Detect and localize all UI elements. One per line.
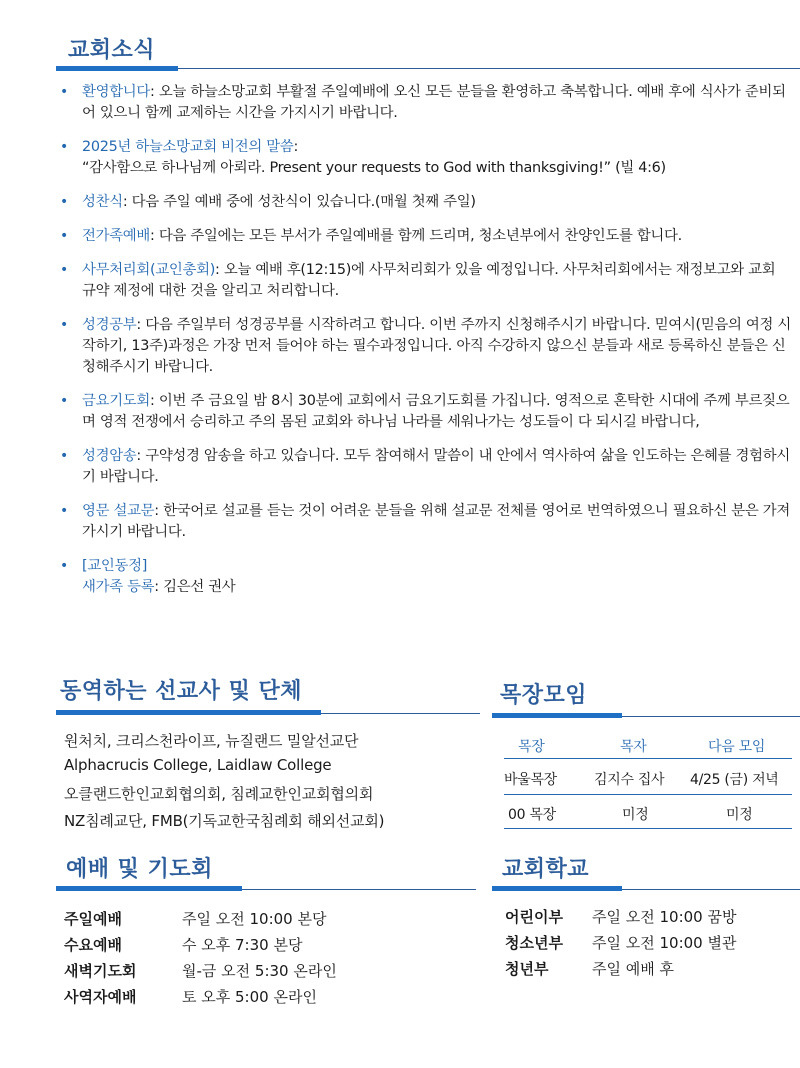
school-title-accent (492, 886, 622, 891)
news-label: 2025년 하늘소망교회 비전의 말씀 (82, 139, 294, 155)
news-item (56, 82, 792, 124)
bullet-icon: • (60, 262, 68, 278)
school-name: 청년부 (505, 960, 549, 978)
news-text: : 이번 주 금요일 밤 8시 30분에 교회에서 금요기도회를 가집니다. 영적으로 혼탁한 시대에 주께 부르짖으며 영적 전쟁에서 승리하고 주의 몸된 교회와 하나님 나라를 세워나가는 성도들이 다 되시길 바랍니다, (82, 393, 790, 430)
news-item (56, 391, 792, 433)
bullet-icon: • (60, 139, 68, 155)
worship-time: 수 오후 7:30 본당 (182, 936, 303, 954)
bullet-icon: • (60, 317, 68, 333)
worship-name: 수요예배 (64, 936, 122, 954)
bullet-icon: • (60, 228, 68, 244)
news-label: 금요기도회 (82, 393, 151, 409)
news-text: : 다음 주일 예배 중에 성찬식이 있습니다.(매월 첫째 주일) (122, 194, 476, 210)
bullet-icon: • (60, 84, 68, 100)
news-text: : 오늘 예배 후(12:15)에 사무처리회가 있을 예정입니다. 사무처리회에서는 재정보고와 교회 규약 제정에 대한 것을 알리고 처리합니다. (82, 262, 776, 299)
meetings-cell: 00 목장 (508, 807, 556, 823)
news-text: : 다음 주일부터 성경공부를 시작하려고 합니다. 이번 주까지 신청해주시기 바랍니다. 믿여시(믿음의 여정 시작하기, 13주)과정은 가장 먼저 들어야 하는 필수과정입니다. 아직 수강하지 않으신 분들과 새로 등록하신 분들은 신청해주시기 바랍니다. (82, 317, 791, 375)
school-time: 주일 예배 후 (592, 960, 674, 978)
news-label: 새가족 등록 (82, 579, 155, 595)
meetings-title: 목장모임 (500, 683, 588, 708)
news-title: 교회소식 (68, 38, 156, 63)
news-label: 성경공부 (82, 317, 137, 333)
meetings-cell: 미정 (726, 807, 753, 823)
school-time: 주일 오전 10:00 꿈방 (592, 908, 737, 926)
meetings-header-cell: 목자 (620, 739, 647, 755)
news-text: “감사함으로 하나님께 아뢰라. Present your requests to God with thanksgiving!” (빌 4:6) (82, 160, 666, 176)
news-label: [교인동정] (82, 558, 148, 574)
news-item (56, 556, 792, 598)
worship-title-accent (56, 886, 242, 891)
news-list (56, 82, 792, 611)
news-item (56, 446, 792, 488)
news-label: 전가족예배 (82, 228, 151, 244)
meetings-cell: 미정 (622, 807, 649, 823)
meetings-cell: 김지수 집사 (594, 772, 665, 788)
school-name: 어린이부 (505, 908, 563, 926)
news-item (56, 137, 792, 179)
news-item (56, 192, 792, 213)
meetings-header-cell: 다음 모임 (708, 739, 766, 755)
missionaries-title: 동역하는 선교사 및 단체 (60, 679, 302, 704)
news-title-accent (56, 66, 178, 71)
school-title: 교회학교 (502, 857, 590, 882)
meetings-cell: 4/25 (금) 저녁 (690, 772, 779, 788)
worship-name: 주일예배 (64, 910, 122, 928)
missionary-line: Alphacrucis College, Laidlaw College (64, 756, 332, 774)
worship-name: 새벽기도회 (64, 962, 137, 980)
bullet-icon: • (60, 393, 68, 409)
missionary-line: 원처치, 크리스천라이프, 뉴질랜드 밀알선교단 (64, 732, 359, 750)
worship-title: 예배 및 기도회 (66, 857, 213, 882)
news-label: 성찬식 (82, 194, 123, 210)
news-item (56, 315, 792, 378)
bullet-icon: • (60, 558, 68, 574)
worship-time: 토 오후 5:00 온라인 (182, 988, 317, 1006)
news-label: 성경암송 (82, 448, 137, 464)
meetings-header-cell: 목장 (518, 739, 545, 755)
news-item (56, 226, 792, 247)
school-name: 청소년부 (505, 934, 563, 952)
news-label: 사무처리회(교인총회) (82, 262, 216, 278)
news-label: 영문 설교문 (82, 503, 155, 519)
meetings-row-divider (504, 758, 792, 759)
news-text: : 오늘 하늘소망교회 부활절 주일예배에 오신 모든 분들을 환영하고 축복합니다. 예배 후에 식사가 준비되어 있으니 함께 교제하는 시간을 가지시기 바랍니다. (82, 84, 786, 121)
missionary-line: NZ침례교단, FMB(기독교한국침례회 해외선교회) (64, 812, 385, 830)
bullet-icon: • (60, 503, 68, 519)
meetings-row-divider (504, 794, 792, 795)
missionary-line: 오클랜드한인교회협의회, 침례교한인교회협의회 (64, 785, 374, 803)
missionaries-title-accent (56, 710, 321, 715)
worship-time: 월-금 오전 5:30 온라인 (182, 962, 337, 980)
news-text: : 구약성경 암송을 하고 있습니다. 모두 참여해서 말씀이 내 안에서 역사하여 삶을 인도하는 은혜를 경험하시기 바랍니다. (82, 448, 790, 485)
news-text: : 한국어로 설교를 듣는 것이 어려운 분들을 위해 설교문 전체를 영어로 번역하였으니 필요하신 분은 가져가시기 바랍니다. (82, 503, 790, 540)
bullet-icon: • (60, 194, 68, 210)
news-text: : 다음 주일에는 모든 부서가 주일예배를 함께 드리며, 청소년부에서 찬양인도를 합니다. (150, 228, 682, 244)
worship-time: 주일 오전 10:00 본당 (182, 910, 327, 928)
worship-name: 사역자예배 (64, 988, 137, 1006)
news-item (56, 260, 792, 302)
news-text: : 김은선 권사 (154, 579, 236, 595)
school-time: 주일 오전 10:00 별관 (592, 934, 737, 952)
news-item (56, 501, 792, 543)
bullet-icon: • (60, 448, 68, 464)
meetings-row-divider (504, 828, 792, 829)
meetings-title-accent (492, 713, 622, 718)
news-text: : (293, 139, 299, 155)
news-label: 환영합니다 (82, 84, 151, 100)
meetings-cell: 바울목장 (504, 772, 557, 788)
